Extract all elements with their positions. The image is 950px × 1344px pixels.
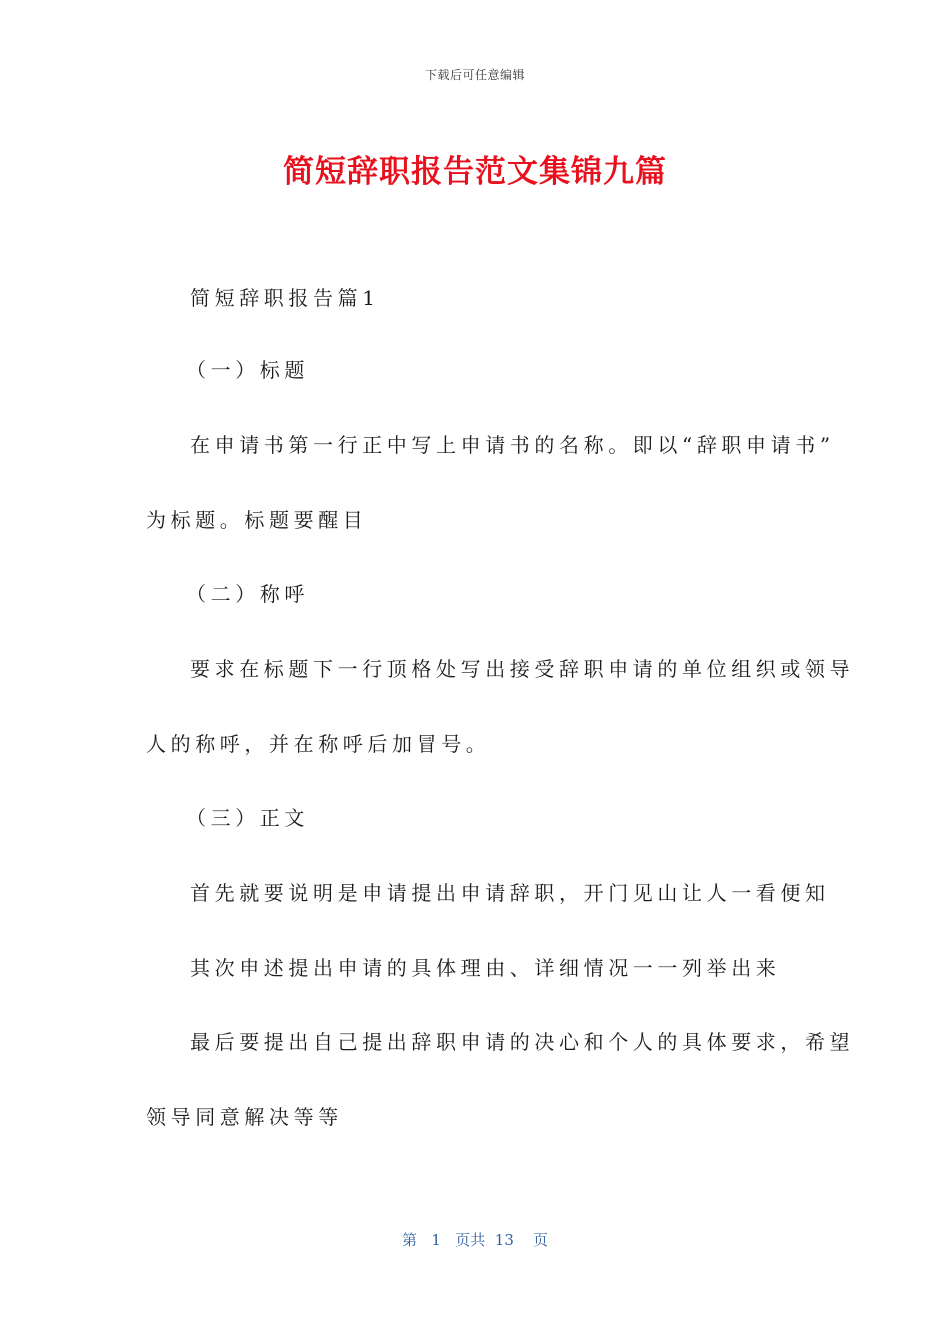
paragraph-line: 要求在标题下一行顶格处写出接受辞职申请的单位组织或领导 [190,657,855,681]
paragraph-line: 在申请书第一行正中写上申请书的名称。即以“辞职申请书” [190,433,835,457]
paragraph-line: 首先就要说明是申请提出申请辞职，开门见山让人一看便知 [190,881,830,905]
footer-current-page: 1 [431,1231,441,1249]
paragraph-line: 其次申述提出申请的具体理由、详细情况一一列举出来 [190,956,781,980]
footer-mid: 页共 [455,1231,486,1249]
subheading-title: （一）标题 [186,358,309,382]
footer-suffix: 页 [532,1231,548,1249]
paragraph-line: 人的称呼，并在称呼后加冒号。 [146,732,491,756]
paragraph-line: 为标题。标题要醒目 [146,508,368,532]
page-footer [0,1229,950,1250]
page-header-note: 下载后可任意编辑 [424,68,525,82]
paragraph-line: 领导同意解决等等 [146,1105,343,1129]
subheading-salutation: （二）称呼 [186,582,309,606]
section-heading: 简短辞职报告篇1 [190,286,380,310]
subheading-body: （三）正文 [186,806,309,830]
footer-total-pages: 13 [494,1231,514,1249]
footer-prefix: 第 [402,1231,418,1249]
paragraph-line: 最后要提出自己提出辞职申请的决心和个人的具体要求，希望 [190,1030,855,1054]
document-title: 简短辞职报告范文集锦九篇 [283,154,667,190]
